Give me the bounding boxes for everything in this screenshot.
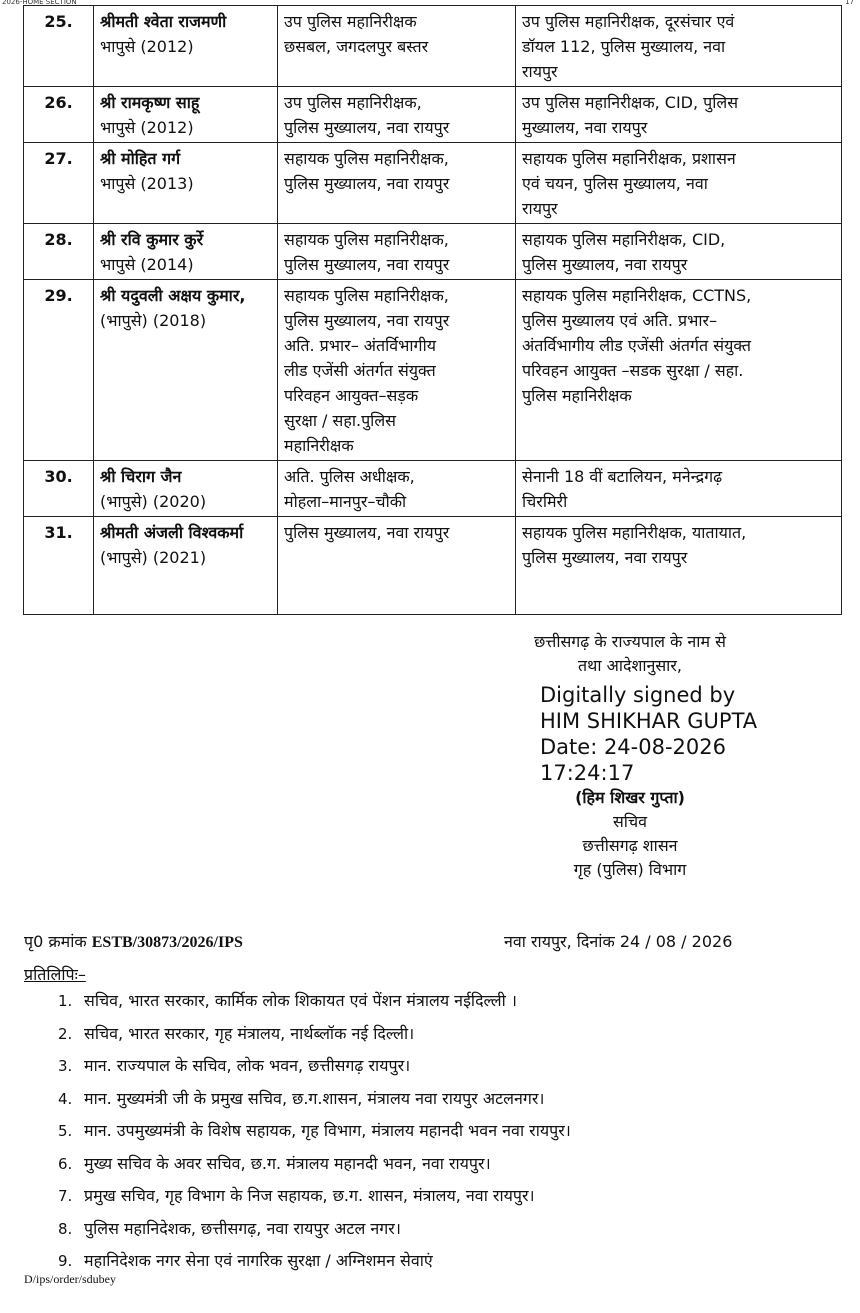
copy-list (58, 985, 571, 1278)
officer-name: श्री रवि कुमार कुर्रे (100, 230, 204, 249)
officer-batch: भापुसे (2012) (100, 118, 194, 137)
current-posting-line: सहायक पुलिस महानिरीक्षक, (284, 286, 449, 305)
copy-item-text: मुख्य सचिव के अवर सचिव, छ.ग. मंत्रालय महानदी भवन, नवा रायपुर। (84, 1153, 491, 1173)
current-posting-line: पुलिस मुख्यालय, नवा रायपुर (284, 118, 450, 137)
copy-item (58, 1115, 571, 1148)
current-posting-line: पुलिस मुख्यालय, नवा रायपुर (284, 311, 450, 330)
officer-name: श्रीमती अंजली विश्वकर्मा (100, 523, 244, 542)
officer-batch: (भापुसे) (2021) (100, 548, 207, 567)
current-posting (278, 6, 516, 87)
new-posting-line: अंतर्विभागीय लीड एजेंसी अंतर्गत संयुक्त (522, 336, 752, 355)
current-posting-line: मोहला–मानपुर–चौकी (284, 492, 407, 511)
officer-cell (94, 517, 278, 615)
copy-item (58, 1018, 571, 1051)
officer-batch: भापुसे (2012) (100, 37, 194, 56)
new-posting-line: सहायक पुलिस महानिरीक्षक, यातायात, (522, 523, 747, 542)
serial-number: 25. (24, 6, 94, 87)
table-row (24, 143, 842, 224)
new-posting-line: उप पुलिस महानिरीक्षक, दूरसंचार एवं (522, 12, 735, 31)
new-posting-line: पुलिस मुख्यालय एवं अति. प्रभार– (522, 311, 718, 330)
new-posting (516, 224, 842, 280)
serial-number: 27. (24, 143, 94, 224)
signatory-department: गृह (पुलिस) विभाग (573, 860, 687, 879)
copy-item-text: पुलिस महानिदेशक, छत्तीसगढ़, नवा रायपुर अटल नगर। (84, 1218, 401, 1238)
copy-item-text: सचिव, भारत सरकार, कार्मिक लोक शिकायत एवं पेंशन मंत्रालय नईदिल्ली । (84, 991, 517, 1010)
copy-item (58, 1245, 571, 1278)
new-posting (516, 87, 842, 143)
authority-line-1: छत्तीसगढ़ के राज्यपाल के नाम से (534, 632, 726, 651)
current-posting (278, 224, 516, 280)
reference-label: पृ0 क्रमांक (24, 932, 87, 951)
new-posting-line: रायपुर (522, 62, 558, 81)
serial-number: 29. (24, 280, 94, 461)
digital-signature: Digitally signed by HIM SHIKHAR GUPTA Date: 24-08-2026 17:24:17 (540, 683, 758, 785)
officer-name: श्री यदुवली अक्षय कुमार, (100, 286, 246, 305)
copy-item-text: महानिदेशक नगर सेना एवं नागरिक सुरक्षा / अग्निशमन सेवाएं (84, 1251, 433, 1270)
new-posting-line: पुलिस महानिरीक्षक (522, 386, 632, 405)
new-posting (516, 280, 842, 461)
current-posting-line: उप पुलिस महानिरीक्षक, (284, 93, 422, 112)
officer-cell (94, 280, 278, 461)
reference-line (24, 930, 834, 952)
new-posting-line: चिरमिरी (522, 492, 568, 511)
officer-batch: (भापुसे) (2020) (100, 492, 207, 511)
officer-cell (94, 6, 278, 87)
current-posting-line: अति. पुलिस अधीक्षक, (284, 467, 415, 486)
copy-item-number: 4. (58, 1089, 73, 1108)
copy-item-text: सचिव, भारत सरकार, गृह मंत्रालय, नार्थब्लॉक नई दिल्ली। (84, 1023, 415, 1043)
current-posting-line: पुलिस मुख्यालय, नवा रायपुर (284, 255, 450, 274)
officer-cell (94, 461, 278, 517)
signatory-government: छत्तीसगढ़ शासन (582, 836, 678, 855)
new-posting (516, 517, 842, 615)
officer-cell (94, 143, 278, 224)
copy-item-text: मान. राज्यपाल के सचिव, लोक भवन, छत्तीसगढ़ रायपुर। (84, 1056, 411, 1075)
signatory-designation: सचिव (612, 812, 648, 831)
signature-block (470, 630, 850, 882)
new-posting-line: पुलिस मुख्यालय, नवा रायपुर (522, 255, 688, 274)
new-posting-line: डॉयल 112, पुलिस मुख्यालय, नवा (522, 37, 726, 56)
current-posting (278, 87, 516, 143)
current-posting-line: पुलिस मुख्यालय, नवा रायपुर (284, 174, 450, 193)
page-number: 17 (845, 0, 854, 6)
current-posting (278, 517, 516, 615)
new-posting-line: पुलिस मुख्यालय, नवा रायपुर (522, 548, 688, 567)
new-posting (516, 6, 842, 87)
table-row (24, 280, 842, 461)
current-posting (278, 461, 516, 517)
officer-name: श्री मोहित गर्ग (100, 149, 181, 168)
current-posting-line: पुलिस मुख्यालय, नवा रायपुर (284, 523, 450, 542)
officer-name: श्री रामकृष्ण साहू (100, 93, 200, 112)
new-posting-line: सहायक पुलिस महानिरीक्षक, CID, (522, 230, 726, 249)
section-label: 2026-HOME SECTION (2, 0, 77, 6)
new-posting-line: सेनानी 18 वीं बटालियन, मनेन्द्रगढ़ (522, 467, 723, 486)
table-row (24, 224, 842, 280)
table-row (24, 6, 842, 87)
current-posting-line: छसबल, जगदलपुर बस्तर (284, 37, 429, 56)
copy-item (58, 1180, 571, 1213)
table-row (24, 461, 842, 517)
signatory-name: (हिम शिखर गुप्ता) (575, 788, 685, 807)
new-posting-line: मुख्यालय, नवा रायपुर (522, 118, 648, 137)
serial-number: 31. (24, 517, 94, 615)
officer-cell (94, 224, 278, 280)
copy-item (58, 1148, 571, 1181)
serial-number: 30. (24, 461, 94, 517)
table-row (24, 87, 842, 143)
copy-item-text: मान. मुख्यमंत्री जी के प्रमुख सचिव, छ.ग.शासन, मंत्रालय नवा रायपुर अटलनगर। (84, 1088, 545, 1108)
transfer-table (23, 5, 842, 615)
serial-number: 28. (24, 224, 94, 280)
current-posting-line: लीड एजेंसी अंतर्गत संयुक्त (284, 361, 436, 380)
new-posting-line: एवं चयन, पुलिस मुख्यालय, नवा (522, 174, 708, 193)
officer-name: श्रीमती श्वेता राजमणी (100, 12, 227, 31)
officer-name: श्री चिराग जैन (100, 467, 182, 486)
current-posting (278, 280, 516, 461)
copy-heading: प्रतिलिपिः– (24, 965, 86, 984)
copy-item-text: मान. उपमुख्यमंत्री के विशेष सहायक, गृह विभाग, मंत्रालय महानदी भवन नवा रायपुर। (84, 1121, 571, 1140)
copy-item-number: 6. (58, 1154, 73, 1173)
table-row (24, 517, 842, 615)
serial-number: 26. (24, 87, 94, 143)
new-posting-line: सहायक पुलिस महानिरीक्षक, CCTNS, (522, 286, 752, 305)
current-posting-line: अति. प्रभार– अंतर्विभागीय (284, 336, 436, 355)
copy-item-number: 2. (58, 1024, 73, 1043)
copy-item-number: 9. (58, 1252, 73, 1270)
copy-item-text: प्रमुख सचिव, गृह विभाग के निज सहायक, छ.ग. शासन, मंत्रालय, नवा रायपुर। (84, 1186, 535, 1205)
copy-item-number: 3. (58, 1057, 73, 1075)
copy-item-number: 5. (58, 1122, 73, 1140)
new-posting-line: उप पुलिस महानिरीक्षक, CID, पुलिस (522, 93, 739, 112)
current-posting (278, 143, 516, 224)
copy-item-number: 1. (58, 992, 73, 1010)
copy-item (58, 1050, 571, 1083)
new-posting-line: सहायक पुलिस महानिरीक्षक, प्रशासन (522, 149, 736, 168)
current-posting-line: महानिरीक्षक (284, 436, 354, 455)
officer-batch: भापुसे (2013) (100, 174, 194, 193)
new-posting (516, 143, 842, 224)
copy-item-number: 8. (58, 1219, 73, 1238)
current-posting-line: सहायक पुलिस महानिरीक्षक, (284, 149, 449, 168)
current-posting-line: सुरक्षा / सहा.पुलिस (284, 411, 396, 430)
current-posting-line: सहायक पुलिस महानिरीक्षक, (284, 230, 449, 249)
new-posting-line: रायपुर (522, 199, 558, 218)
new-posting-line: परिवहन आयुक्त –सडक सुरक्षा / सहा. (522, 361, 744, 380)
officer-batch: (भापुसे) (2018) (100, 311, 207, 330)
new-posting (516, 461, 842, 517)
copy-item (58, 985, 571, 1018)
current-posting-line: परिवहन आयुक्त–सड़क (284, 386, 419, 405)
copy-item (58, 1083, 571, 1116)
current-posting-line: उप पुलिस महानिरीक्षक (284, 12, 417, 31)
officer-cell (94, 87, 278, 143)
place-date: नवा रायपुर, दिनांक 24 / 08 / 2026 (504, 932, 733, 951)
file-path: D/ips/order/sdubey (24, 1272, 116, 1286)
copy-item-number: 7. (58, 1187, 73, 1205)
authority-line-2: तथा आदेशानुसार, (578, 656, 682, 675)
reference-number: ESTB/30873/2026/IPS (91, 934, 243, 951)
officer-batch: भापुसे (2014) (100, 255, 194, 274)
copy-item (58, 1213, 571, 1246)
